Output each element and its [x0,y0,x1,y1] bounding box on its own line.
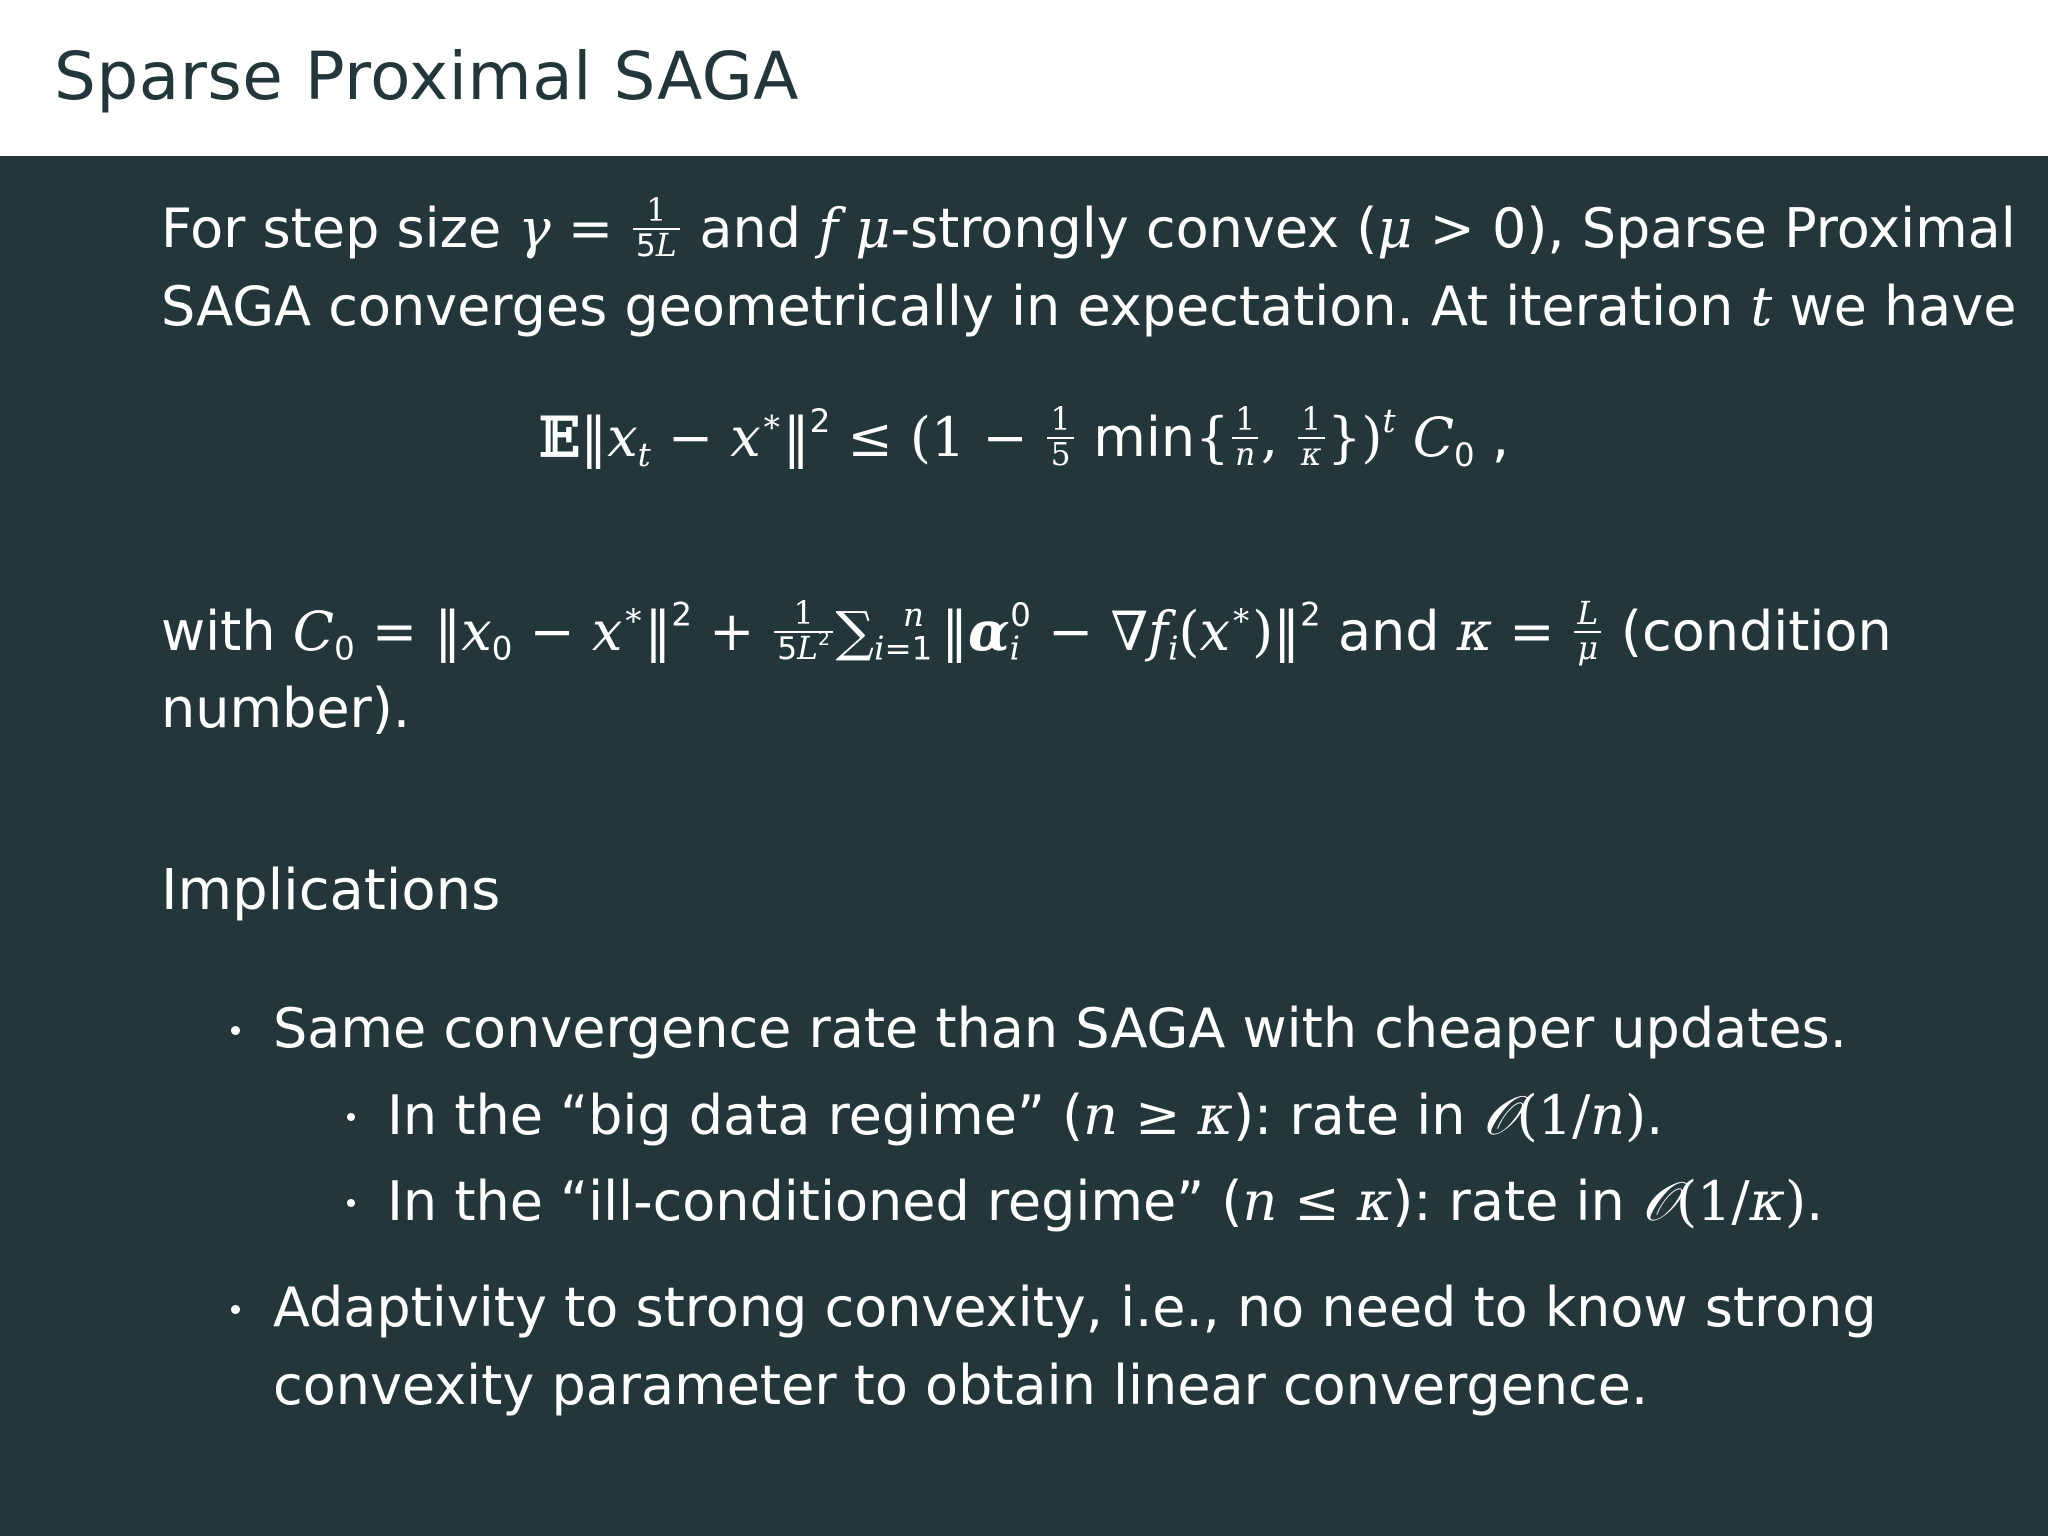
bullet-dot [231,1305,240,1314]
subbullet-dot [347,1113,355,1121]
bullet-item-2-line-2: convexity parameter to obtain linear convergence. [273,1354,1649,1417]
bullet-item-2-line-1: Adaptivity to strong convexity, i.e., no need to know strong [273,1276,1877,1339]
math-sum: ∑ [835,600,875,663]
math-f: f [818,197,839,260]
implications-heading: Implications [161,858,501,923]
constants-line-2: number). [161,677,410,740]
slide-title: Sparse Proximal SAGA [54,38,799,115]
theorem-line-1: For step size γ = $\frac{1}{5L}$ and f μ-strongly convex (μ > 0), Sparse Proximal [161,192,2016,264]
math-mu: μ [855,197,891,260]
math-min: min [1093,406,1196,470]
math-expectation: 𝔼 [539,405,581,470]
constants-line-1: with $C_0$ = $‖x_0$ − x∗‖$^2$ + $\frac{1}{5L^2}$ $\sum_{i=1}^n$ $‖\alpha_i^0$ − $\nabla f_i(x^∗)‖^2$ and κ = $\frac{L}{\mu}$ (condition [161,595,1892,668]
subbullet-dot [347,1199,355,1207]
subbullet-item-2: In the “ill-conditioned regime” (n ≤ κ): rate in 𝒪(1/κ). [387,1170,1824,1233]
bullet-item-1: Same convergence rate than SAGA with cheaper updates. [273,997,1847,1060]
math-big-o: 𝒪 [1482,1084,1517,1147]
slide-header [0,0,2048,156]
math-t: t [1750,275,1773,338]
math-gamma: γ [518,197,551,260]
math-fraction-step: $\frac{1}{5L}$ [633,195,680,263]
bullet-dot [231,1026,240,1035]
subbullet-item-1: In the “big data regime” (n ≥ κ): rate in 𝒪(1/n). [387,1084,1664,1147]
convergence-equation: $𝔼‖x_t$ − x∗‖$^2$ ≤ (1 − $\frac{1}{5}$ min{ $\frac{1}{n}$ , $\frac{1}{\kappa}$ })$^t$ $C_0$ , [539,401,1509,474]
math-big-o: 𝒪 [1641,1170,1676,1233]
theorem-line-2: SAGA converges geometrically in expectation. At iteration t we have [161,275,2017,338]
